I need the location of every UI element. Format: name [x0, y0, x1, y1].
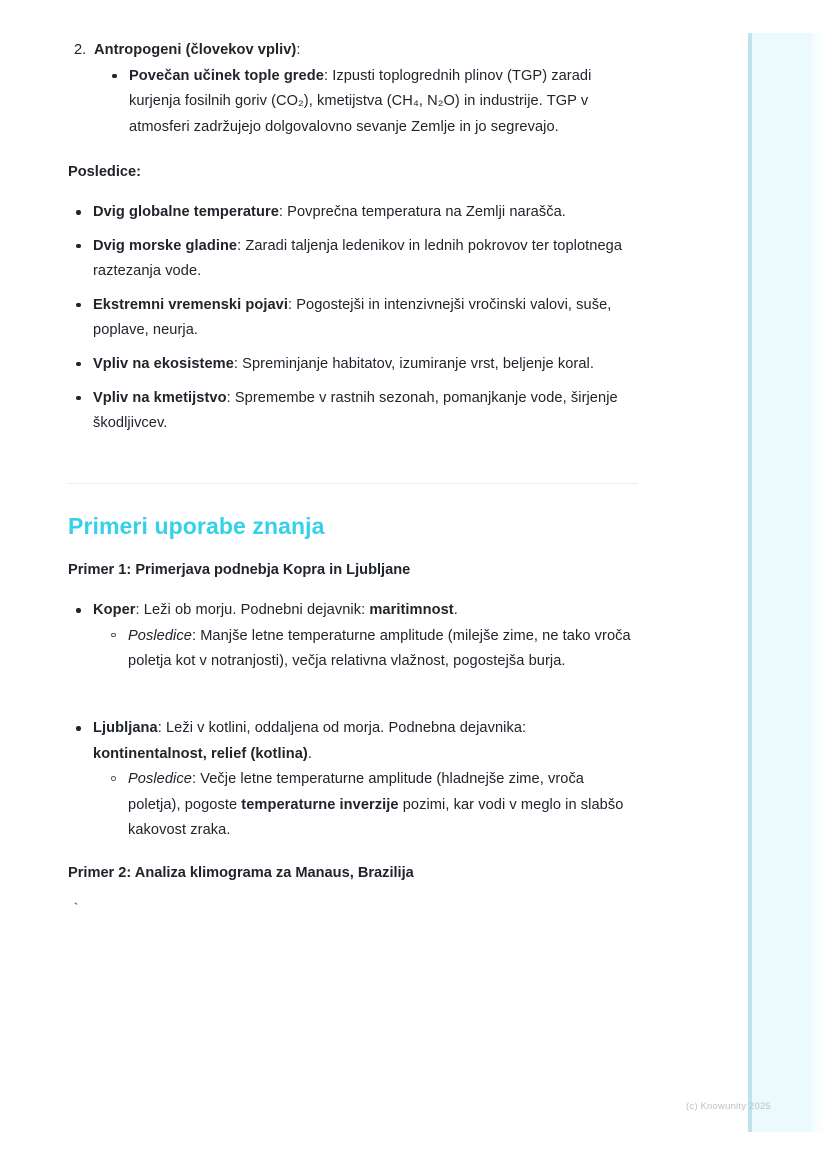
- list-item: [68, 234, 640, 285]
- list-item: [104, 64, 640, 141]
- examples-heading-block: [68, 511, 640, 541]
- consequences-list: [68, 200, 640, 437]
- example-1-list-2: [68, 716, 640, 844]
- anthropogenic-block: [68, 38, 640, 140]
- example-1-heading-block: [68, 558, 640, 584]
- list-item-heading: [94, 38, 640, 64]
- bullet-dot-icon: [112, 74, 117, 79]
- stray-code-mark: `: [72, 901, 80, 916]
- right-accent-panel-rule: [748, 33, 752, 1132]
- consequence-rest: : Zaradi taljenja ledenikov in lednih pokrovov ter toplotnega raztezanja vode.: [93, 237, 623, 280]
- koper-sub-rest: : Manjše letne temperaturne amplitude (milejše zime, ne tako vroča poletja kot v notranjosti), večja relativna vlažnost, pogostejša burja.: [128, 627, 631, 670]
- list-item: [68, 716, 640, 844]
- consequence-rest: : Spreminjanje habitatov, izumiranje vrst, beljenje koral.: [233, 355, 594, 372]
- nested-bullet-text: [129, 64, 640, 141]
- right-accent-panel: [748, 33, 812, 1132]
- numbered-list: [68, 38, 640, 140]
- bullet-dot-icon: [76, 244, 81, 249]
- consequences-heading: Posledice:: [68, 164, 141, 180]
- list-item: [68, 386, 640, 437]
- ljubljana-block: [68, 716, 640, 844]
- section-divider: [68, 483, 638, 484]
- consequence-text: [93, 234, 640, 285]
- example-1-heading: Primer 1: Primerjava podnebja Kopra in Ljubljane: [68, 562, 411, 578]
- list-item: [68, 598, 640, 675]
- consequence-lead: Dvig morske gladine: [93, 237, 238, 254]
- consequence-rest: : Spremembe v rastnih sezonah, pomanjkanje vode, širjenje škodljivcev.: [93, 389, 618, 432]
- consequence-text: [93, 200, 640, 226]
- consequence-lead: Dvig globalne temperature: [93, 204, 279, 220]
- example-2-heading: Primer 2: Analiza klimograma za Manaus, Brazilija: [68, 865, 414, 881]
- ljubljana-rest-b: .: [307, 745, 312, 762]
- list-item: [103, 767, 640, 844]
- list-item: [68, 352, 640, 378]
- ljubljana-sub-text: [128, 767, 640, 844]
- bullet-dot-icon: [76, 303, 81, 308]
- bullet-dot-icon: [76, 608, 81, 613]
- consequence-rest: : Povprečna temperatura na Zemlji narašča.: [278, 204, 566, 220]
- koper-rest-bold: maritimnost: [369, 602, 454, 618]
- ljubljana-sub-rest-b: pozimi, kar vodi v meglo in slabšo kakovost zraka.: [128, 796, 624, 839]
- list-item: [103, 624, 640, 675]
- koper-rest-b: .: [453, 602, 458, 618]
- koper-sub-list: [93, 624, 640, 675]
- list-item-heading-suffix: :: [296, 42, 301, 58]
- consequence-lead: Vpliv na kmetijstvo: [93, 389, 227, 406]
- ljubljana-lead: Ljubljana: [93, 720, 158, 736]
- ljubljana-sub-rest-bold: temperaturne inverzije: [241, 796, 399, 813]
- ljubljana-rest-a: : Leži v kotlini, oddaljena od morja. Podnebna dejavnika:: [157, 720, 527, 736]
- list-marker: 2.: [74, 42, 87, 58]
- nested-bullet-lead: Povečan učinek tople grede: [129, 67, 324, 84]
- bullet-dot-icon: [76, 362, 81, 367]
- bullet-dot-icon: [76, 726, 81, 731]
- koper-sub-text: [128, 624, 640, 675]
- ljubljana-text: [93, 716, 640, 767]
- consequence-text: [93, 352, 640, 378]
- example-1-list: [68, 598, 640, 675]
- consequence-text: [93, 386, 640, 437]
- footer-credit: (c) Knowunity 2025: [686, 1101, 771, 1112]
- ljubljana-sub-list: [93, 767, 640, 844]
- consequences-list-block: [68, 200, 640, 437]
- nested-bullet-rest: : Izpusti toplogrednih plinov (TGP) zaradi kurjenja fosilnih goriv (CO₂), kmetijstva (CH₄, N₂O) in industrije. TGP v atmosferi zadržujejo dolgovalovno sevanje Zemlje in jo segrevajo.: [129, 67, 592, 135]
- list-item: [68, 200, 640, 226]
- page-title: Primeri uporabe znanja: [68, 513, 325, 539]
- stray-code-mark-block: [72, 899, 644, 917]
- ljubljana-sub-rest-a: : Večje letne temperaturne amplitude (hladnejše zime, vroča poletja), pogoste: [128, 771, 584, 813]
- ljubljana-rest-bold: kontinentalnost, relief (kotlina): [93, 745, 308, 762]
- bullet-circle-icon: [111, 776, 116, 781]
- list-item: [68, 293, 640, 344]
- right-accent-panel-fade: [812, 33, 828, 1132]
- consequences-heading-block: [68, 160, 640, 186]
- consequence-text: [93, 293, 640, 344]
- koper-block: [68, 598, 640, 675]
- nested-bullet-list: [94, 64, 640, 141]
- consequence-lead: Vpliv na ekosisteme: [93, 355, 234, 372]
- bullet-dot-icon: [76, 396, 81, 401]
- bullet-circle-icon: [111, 633, 116, 638]
- bullet-dot-icon: [76, 210, 81, 215]
- list-item-heading-bold: Antropogeni (človekov vpliv): [94, 42, 297, 58]
- list-item-anthropogenic: [68, 38, 640, 140]
- section-divider-block: [68, 483, 640, 484]
- koper-text: [93, 598, 640, 624]
- koper-sub-italic-lead: Posledice: [128, 627, 192, 644]
- consequence-lead: Ekstremni vremenski pojavi: [93, 296, 288, 313]
- ljubljana-sub-italic-lead: Posledice: [128, 771, 192, 788]
- example-2-heading-block: [68, 861, 640, 887]
- koper-rest-a: : Leži ob morju. Podnebni dejavnik:: [135, 602, 370, 618]
- koper-lead: Koper: [93, 602, 136, 618]
- consequence-rest: : Pogostejši in intenzivnejši vročinski valovi, suše, poplave, neurja.: [93, 296, 612, 339]
